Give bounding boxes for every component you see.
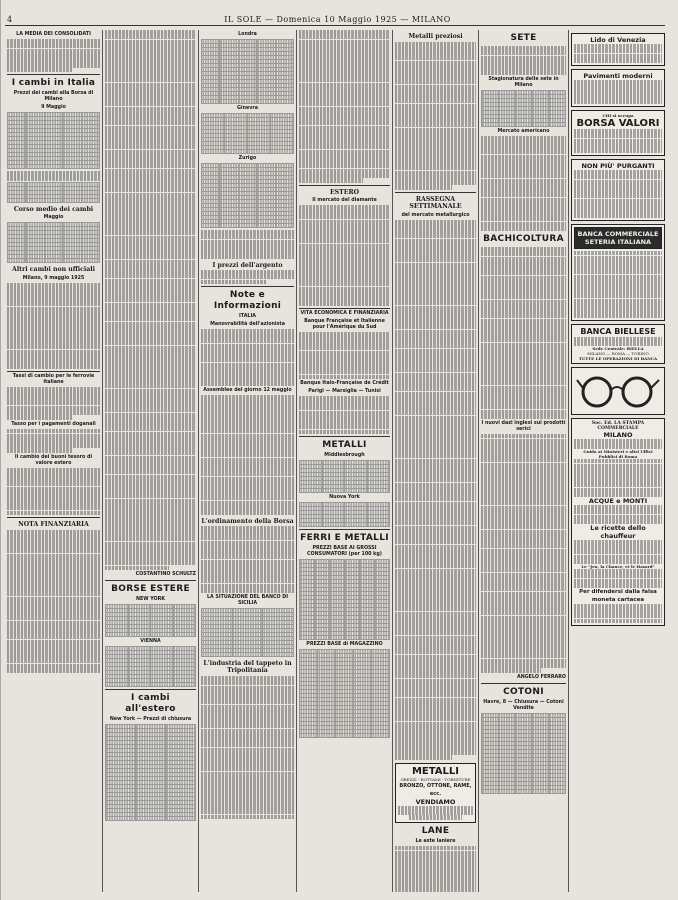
tassi-ferrovie-heading: Tassi di cambio per le ferrovie italiane	[12, 373, 95, 385]
column-1	[5, 30, 103, 892]
stagionatura-heading: Stagionatura delle sete in Milano	[488, 76, 559, 88]
banca-biellese-cities: MILANO — ROMA — TORINO	[587, 351, 649, 357]
purganti-title: NON PIÙ' PURGANTI	[581, 161, 655, 170]
lido-venezia-title: Lido di Venezia	[590, 36, 646, 44]
column-6	[479, 30, 569, 892]
page-header	[5, 14, 665, 26]
column-5	[393, 30, 479, 892]
cambi-italia-date: 9 Maggio	[41, 105, 66, 111]
borsa-valori-title: BORSA VALORI	[576, 118, 660, 130]
estero-heading: ESTERO	[329, 188, 360, 196]
column-3	[199, 30, 297, 892]
borsa-valori-ad	[571, 110, 665, 156]
tasso-doganali-heading: Tasso per i pagamenti doganali	[11, 421, 96, 427]
difendersi-title: Per difendersi dalla falsa moneta cartacea	[579, 589, 657, 604]
banca-biellese-sede: Sede Centrale: BIELLA	[592, 346, 644, 352]
industria-tappeto-heading: L'industria del tappeto in Tripolitania	[203, 659, 292, 675]
altri-cambi-heading: Altri cambi non ufficiali	[12, 266, 95, 274]
cambi-estero-sub: New York — Prezzi di chiusura	[109, 717, 192, 723]
jeu-title: Le "Jeu, la Chance, et le Hasard"	[581, 564, 655, 570]
ferri-metalli-heading: FERRI E METALLI	[300, 533, 389, 544]
bachicoltura-heading: BACHICOLTURA	[483, 233, 564, 244]
guida-ministeri-title: Guida ai Ministeri e altri Uffici Pubblici di Roma	[583, 448, 653, 459]
corso-medio-heading: Corso medio dei cambi	[13, 205, 94, 213]
banca-commerciale-line1: BANCA COMMERCIALE	[577, 229, 659, 238]
column-4	[297, 30, 393, 892]
metalli-preziosi-heading: Metalli preziosi	[408, 33, 463, 40]
londra-heading: Londra	[238, 32, 257, 37]
column-2	[103, 30, 199, 892]
stampa-title: Soc. Ed. LA STAMPA COMMERCIALE	[591, 421, 645, 432]
cambi-table	[7, 112, 100, 169]
zurigo-heading: Zurigo	[238, 156, 257, 161]
vita-economica-heading: VITA ECONOMICA E FINANZIARIA	[300, 310, 389, 316]
pavimenti-ad	[571, 69, 665, 107]
media-consolidati-heading: LA MEDIA DEI CONSOLIDATI	[16, 32, 91, 37]
spectacles-ad	[571, 367, 665, 415]
page-number: 4	[7, 15, 13, 24]
mercato-diamante-heading: Il mercato del diamante	[312, 198, 377, 204]
spectacles-illustration	[575, 370, 661, 410]
corso-medio-sub: Maggio	[43, 215, 64, 221]
cambio-buoni-heading: Il cambio dei buoni tesoro di valore estero	[14, 454, 93, 466]
masthead-line: IL SOLE — Domenica 10 Maggio 1925 — MILANO	[224, 15, 451, 24]
cotoni-sub: Havre, 8 — Chiusura — Cotoni Vendite	[483, 699, 564, 711]
banca-biellese-title: BANCA BIELLESE	[580, 326, 656, 336]
lane-heading: LANE	[421, 825, 450, 836]
banque-italo-sub: Parigi — Marsiglia — Tunisi	[308, 389, 381, 395]
acque-monti-title: ACQUE e MONTI	[588, 497, 648, 506]
ricette-title: Le ricette dello chauffeur	[590, 524, 646, 541]
metalli-ad-title: METALLI	[411, 765, 460, 777]
signature-schultz: COSTANTINO SCHULTZ	[135, 572, 196, 578]
ordinamento-borsa-heading: L'ordinamento della Borsa	[201, 517, 294, 525]
cambi-estero-heading: I cambi all'estero	[125, 693, 176, 715]
borse-estere-heading: BORSE ESTERE	[111, 584, 190, 595]
ginevra-heading: Ginevra	[237, 106, 258, 111]
stampa-commerciale-ad	[571, 418, 665, 626]
cotoni-heading: COTONI	[503, 686, 544, 697]
new-york-heading: NEW YORK	[135, 597, 166, 603]
metalli-ad-line1: GREZZI - ROTTAMI - TORNITURE	[400, 776, 471, 782]
nota-finanziaria-heading: NOTA FINANZIARIA	[18, 521, 89, 529]
signature-ferraro: ANGELO FERRARO	[517, 674, 566, 680]
mercato-americano-heading: Mercato americano	[497, 128, 550, 134]
nuovi-dazi-heading: I nuovi dazi inglesi sui prodotti serici	[481, 420, 566, 432]
assemblee-heading: Assemblee del giorno 12 maggio	[203, 388, 292, 394]
banca-biellese-foot: TUTTE LE OPERAZIONI DI BANCA	[578, 356, 658, 362]
aste-laniere-heading: Le aste laniere	[415, 838, 456, 844]
chi-si-occupa: CHI si occupa	[602, 113, 634, 119]
cambi-italia-sub: Prezzi dei cambi alla Borsa di Milano	[13, 91, 94, 103]
vienna-heading: VIENNA	[140, 639, 161, 645]
banque-francaise-heading: Banque Française et Italienne pour l'Amérique du Sud	[304, 318, 385, 330]
argento-heading: I prezzi dell'argento	[212, 261, 283, 269]
manovrabilita-heading: Manovrabilità dell'azionista	[210, 322, 285, 328]
banca-commerciale-ad	[571, 224, 665, 321]
sete-heading: SETE	[510, 33, 537, 43]
middlesbrough-heading: Middlesbrough	[324, 453, 365, 459]
altri-cambi-sub: Milano, 9 maggio 1925	[22, 275, 85, 281]
note-italia-sub: ITALIA	[239, 314, 256, 320]
ferri-metalli-sub: PREZZI BASE AI GROSSI CONSUMATORI (per 100 kg)	[307, 546, 382, 558]
banco-sicilia-heading: LA SITUAZIONE DEL BANCO DI SICILIA	[206, 594, 289, 606]
note-informazioni-heading: Note e Informazioni	[213, 290, 282, 312]
metalli-advertisement	[395, 763, 476, 823]
metalli-ad-line3: VENDIAMO	[415, 797, 456, 806]
banque-italo-heading: Banque Italo-Française de Crédit	[300, 381, 389, 387]
metalli-heading: METALLI	[322, 440, 367, 451]
rassegna-sub: del mercato metallurgico	[401, 212, 470, 218]
rassegna-heading: RASSEGNA SETTIMANALE	[409, 195, 462, 211]
purganti-ad	[571, 159, 665, 221]
pavimenti-title: Pavimenti moderni	[583, 72, 653, 81]
banca-biellese-ad	[571, 324, 665, 365]
column-7-ads	[569, 30, 667, 892]
stampa-city: MILANO	[603, 431, 633, 440]
banca-commerciale-line2: SETERIA ITALIANA	[584, 237, 652, 246]
prezzi-magazzino-heading: PREZZI BASE di MAGAZZINO	[306, 642, 383, 648]
cambi-italia-heading: I cambi in Italia	[11, 78, 96, 89]
lido-venezia-ad	[571, 33, 665, 66]
metalli-ad-line2: BRONZO, OTTONE, RAME, ecc.	[399, 782, 472, 797]
nuova-york-heading: Nuova York	[329, 495, 360, 501]
